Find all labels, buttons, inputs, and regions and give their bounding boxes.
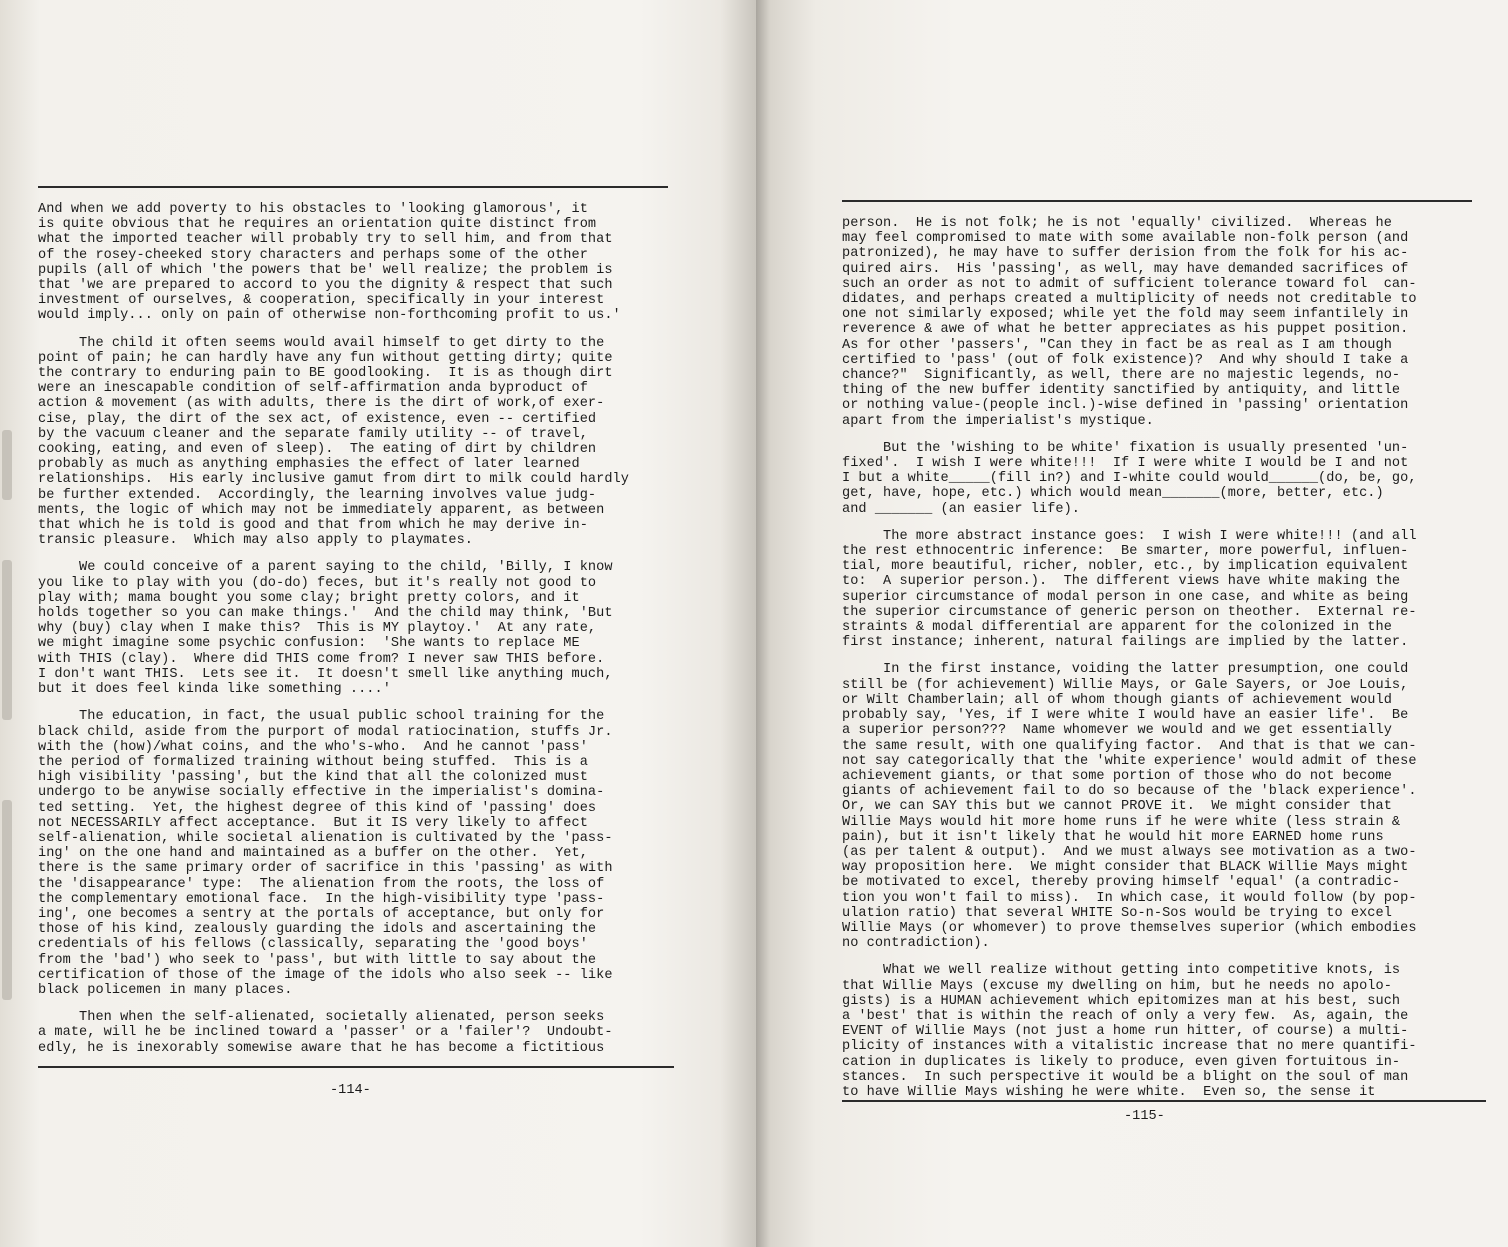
- text-line: straints & modal differential are apparent for the colonized in the: [842, 620, 1392, 636]
- text-line: credentials of his fellows (classically, separating the 'good boys': [38, 937, 588, 953]
- text-line: But the 'wishing to be white' fixation is usually presented 'un-: [842, 440, 1409, 456]
- text-line: superior circumstance of modal person in one case, and white as being: [842, 589, 1409, 605]
- text-line: with the (how)/what coins, and the who's-who. And he cannot 'pass': [38, 739, 588, 755]
- text-line: certification of those of the image of the idols who also seek -- like: [38, 967, 613, 983]
- text-line: chance?" Significantly, as well, there are no majestic legends, no-: [842, 368, 1401, 384]
- bottom-rule: [842, 1100, 1486, 1102]
- right-page: [756, 0, 1508, 1247]
- bottom-rule: [38, 1066, 674, 1068]
- text-line: Willie Mays (or whomever) to prove themselves superior (which embodies: [842, 920, 1417, 936]
- text-line: pain), but it isn't likely that he would hit more EARNED home runs: [842, 829, 1384, 845]
- text-line: undergo to be anywise socially effective in the imperialist's domina-: [38, 785, 605, 801]
- text-line: plicity of instances with a vitalistic increase that no mere quantifi-: [842, 1039, 1417, 1055]
- text-line: cation in duplicates is likely to produce, even given fortuitous in-: [842, 1054, 1401, 1070]
- paragraph: [38, 560, 738, 697]
- text-line: didates, and perhaps created a multiplicity of needs not creditable to: [842, 292, 1417, 308]
- text-line: to: A superior person.). The different views have white making the: [842, 574, 1401, 590]
- text-line: transic pleasure. Which may also apply to playmates.: [38, 533, 474, 549]
- text-line: may feel compromised to mate with some available non-folk person (and: [842, 231, 1409, 247]
- text-line: self-alienation, while societal alienation is cultivated by the 'pass-: [38, 830, 613, 846]
- text-line: be motivated to excel, thereby proving himself 'equal' (a contradic-: [842, 875, 1401, 891]
- text-line: get, have, hope, etc.) which would mean_______(more, better, etc.): [842, 486, 1384, 502]
- text-line: black policemen in many places.: [38, 982, 293, 998]
- edge-mark: [2, 560, 12, 720]
- text-line: apart from the imperialist's mystique.: [842, 413, 1154, 429]
- paragraph: [842, 662, 1502, 951]
- paragraph: [38, 336, 738, 549]
- text-line: the period of formalized training without being stuffed. This is a: [38, 754, 588, 770]
- text-line: is quite obvious that he requires an orientation quite distinct from: [38, 217, 597, 233]
- text-line: EVENT of Willie Mays (not just a home run hitter, of course) a multi-: [842, 1024, 1409, 1040]
- text-line: cooking, eating, and even of sleep). The eating of dirt by children: [38, 442, 597, 458]
- text-line: ments, the logic of which may not be immediately apparent, as between: [38, 502, 605, 518]
- text-line: achievement giants, or that some portion of those who do not become: [842, 768, 1392, 784]
- text-line: a 'best' that is within the reach of only a very few. As, again, the: [842, 1008, 1409, 1024]
- text-line: high visibility 'passing', but the kind that all the colonized must: [38, 770, 588, 786]
- text-line: stances. In such perspective it would be a blight on the soul of man: [842, 1069, 1409, 1085]
- text-line: not say categorically that the 'white experience' would admit of these: [842, 753, 1417, 769]
- text-line: ted setting. Yet, the highest degree of this kind of 'passing' does: [38, 800, 597, 816]
- paragraph: [38, 1010, 738, 1056]
- text-line: from the 'bad') who seek to 'pass', but with little to say about the: [38, 952, 597, 968]
- text-line: ulation ratio) that several WHITE So-n-Sos would be trying to excel: [842, 905, 1392, 921]
- paragraph: [842, 216, 1502, 429]
- text-line: tion you won't fail to miss). In which case, it would follow (by pop-: [842, 890, 1417, 906]
- text-line: point of pain; he can hardly have any fun without getting dirty; quite: [38, 350, 613, 366]
- text-line: The child it often seems would avail himself to get dirty to the: [38, 335, 605, 351]
- top-rule: [842, 200, 1472, 202]
- text-line: quired airs. His 'passing', as well, may have demanded sacrifices of: [842, 261, 1409, 277]
- text-line: ing', one becomes a sentry at the portals of acceptance, but only for: [38, 906, 605, 922]
- paragraph: [38, 709, 738, 998]
- edge-mark: [2, 430, 12, 500]
- page-number: -114-: [330, 1083, 371, 1098]
- text-line: way proposition here. We might consider that BLACK Willie Mays might: [842, 860, 1409, 876]
- text-line: were an inescapable condition of self-affirmation anda byproduct of: [38, 381, 588, 397]
- text-line: that 'we are prepared to accord to you the dignity & respect that such: [38, 278, 613, 294]
- text-line: the superior circumstance of generic person on theother. External re-: [842, 604, 1417, 620]
- text-line: Or, we can SAY this but we cannot PROVE it. We might consider that: [842, 799, 1392, 815]
- text-line: In the first instance, voiding the latter presumption, one could: [842, 662, 1409, 678]
- text-line: to have Willie Mays wishing he were white. Even so, the sense it: [842, 1084, 1376, 1100]
- text-line: that Willie Mays (excuse my dwelling on him, but he needs no apolo-: [842, 978, 1392, 994]
- top-rule: [38, 186, 668, 188]
- text-line: thing of the new buffer identity sanctified by antiquity, and little: [842, 383, 1401, 399]
- text-line: a superior person??? Name whomever we would and we get essentially: [842, 723, 1392, 739]
- text-line: there is the same primary order of sacrifice in this 'passing' as with: [38, 861, 613, 877]
- text-line: ing' on the one hand and maintained as a buffer on the other. Yet,: [38, 846, 588, 862]
- text-line: or nothing value-(people incl.)-wise defined in 'passing' orientation: [842, 398, 1409, 414]
- text-line: play with; mama bought you some clay; bright pretty colors, and it: [38, 590, 580, 606]
- text-line: patronized), he may have to suffer derision from the folk for his ac-: [842, 246, 1409, 262]
- text-line: tial, more beautiful, richer, nobler, etc., by implication equivalent: [842, 559, 1409, 575]
- text-line: reverence & awe of what he better appreciates as his puppet position.: [842, 322, 1409, 338]
- left-page-body: [38, 202, 738, 1068]
- text-line: pupils (all of which 'the powers that be' well realize; the problem is: [38, 262, 613, 278]
- text-line: why (buy) clay when I make this? This is MY playtoy.' At any rate,: [38, 621, 597, 637]
- text-line: giants of achievement fail to do so because of the 'black experience'.: [842, 784, 1417, 800]
- text-line: not NECESSARILY affect acceptance. But it IS very likely to affect: [38, 815, 588, 831]
- text-line: action & movement (as with adults, there is the dirt of work,of exer-: [38, 396, 605, 412]
- text-line: with THIS (clay). Where did THIS come from? I never saw THIS before.: [38, 651, 605, 667]
- text-line: of the rosey-cheeked story characters and perhaps some of the other: [38, 247, 588, 263]
- text-line: person. He is not folk; he is not 'equally' civilized. Whereas he: [842, 216, 1392, 231]
- text-line: relationships. His early inclusive gamut from dirt to milk could hardly: [38, 472, 629, 488]
- text-line: but it does feel kinda like something ....': [38, 682, 391, 698]
- text-line: first instance; inherent, natural failings are implied by the latter.: [842, 635, 1409, 651]
- text-line: the complementary emotional face. In the high-visibility type 'pass-: [38, 891, 605, 907]
- text-line: And when we add poverty to his obstacles to 'looking glamorous', it: [38, 202, 588, 217]
- text-line: black child, aside from the purport of modal ratiocination, stuffs Jr.: [38, 724, 613, 740]
- paragraph: [842, 963, 1502, 1100]
- text-line: The more abstract instance goes: I wish I were white!!! (and all: [842, 528, 1417, 544]
- paragraph: [842, 441, 1502, 517]
- text-line: gists) is a HUMAN achievement which epitomizes man at his best, such: [842, 993, 1401, 1009]
- right-page-body: [842, 216, 1502, 1112]
- text-line: or Wilt Chamberlain; all of whom though giants of achievement would: [842, 692, 1392, 708]
- text-line: holds together so you can make things.' And the child may think, 'But: [38, 606, 613, 622]
- text-line: still be (for achievement) Willie Mays, or Gale Sayers, or Joe Louis,: [842, 677, 1409, 693]
- text-line: what the imported teacher will probably try to sell him, and from that: [38, 232, 613, 248]
- text-line: a mate, will he be inclined toward a 'passer' or a 'failer'? Undoubt-: [38, 1025, 613, 1041]
- paragraph: [842, 529, 1502, 651]
- text-line: fixed'. I wish I were white!!! If I were white I would be I and not: [842, 456, 1409, 472]
- text-line: we might imagine some psychic confusion: 'She wants to replace ME: [38, 636, 580, 652]
- text-line: the rest ethnocentric inference: Be smarter, more powerful, influen-: [842, 544, 1409, 560]
- text-line: I don't want THIS. Lets see it. It doesn't smell like anything much,: [38, 666, 613, 682]
- text-line: probably as much as anything emphasies the effect of later learned: [38, 457, 580, 473]
- text-line: edly, he is inexorably somewise aware that he has become a fictitious: [38, 1040, 605, 1056]
- text-line: one not similarly exposed; while yet the fold may seem infantilely in: [842, 307, 1409, 323]
- text-line: (as per talent & output). And we must always see motivation as a two-: [842, 844, 1417, 860]
- text-line: probably say, 'Yes, if I were white I would have an easier life'. Be: [842, 708, 1409, 724]
- text-line: Then when the self-alienated, societally alienated, person seeks: [38, 1010, 605, 1026]
- text-line: Willie Mays would hit more home runs if he were white (less strain &: [842, 814, 1401, 830]
- paragraph: [38, 202, 738, 324]
- text-line: such an order as not to admit of sufficient tolerance toward fol can-: [842, 276, 1417, 292]
- edge-mark: [2, 800, 12, 1000]
- text-line: As for other 'passers', "Can they in fact be as real as I am though: [842, 337, 1392, 353]
- text-line: no contradiction).: [842, 936, 990, 952]
- text-line: The education, in fact, the usual public school training for the: [38, 709, 605, 725]
- text-line: the contrary to enduring pain to BE goodlooking. It is as though dirt: [38, 366, 613, 382]
- text-line: cise, play, the dirt of the sex act, of existence, even -- certified: [38, 411, 597, 427]
- text-line: would imply... only on pain of otherwise non-forthcoming profit to us.': [38, 308, 621, 324]
- text-line: that which he is told is good and that from which he may derive in-: [38, 518, 588, 534]
- text-line: What we well realize without getting into competitive knots, is: [842, 963, 1401, 979]
- text-line: by the vacuum cleaner and the separate family utility -- of travel,: [38, 426, 588, 442]
- page-number: -115-: [1124, 1109, 1165, 1124]
- text-line: you like to play with you (do-do) feces, but it's really not good to: [38, 575, 597, 591]
- text-line: investment of ourselves, & cooperation, specifically in your interest: [38, 293, 605, 309]
- text-line: the 'disappearance' type: The alienation from the roots, the loss of: [38, 876, 605, 892]
- text-line: be further extended. Accordingly, the learning involves value judg-: [38, 487, 597, 503]
- text-line: those of his kind, zealously guarding the idols and ascertaining the: [38, 922, 597, 938]
- text-line: and _______ (an easier life).: [842, 501, 1081, 517]
- text-line: the same result, with one qualifying factor. And that is that we can-: [842, 738, 1417, 754]
- text-line: certified to 'pass' (out of folk existence)? And why should I take a: [842, 352, 1409, 368]
- text-line: We could conceive of a parent saying to the child, 'Billy, I know: [38, 560, 613, 576]
- text-line: I but a white_____(fill in?) and I-white could would______(do, be, go,: [842, 471, 1417, 487]
